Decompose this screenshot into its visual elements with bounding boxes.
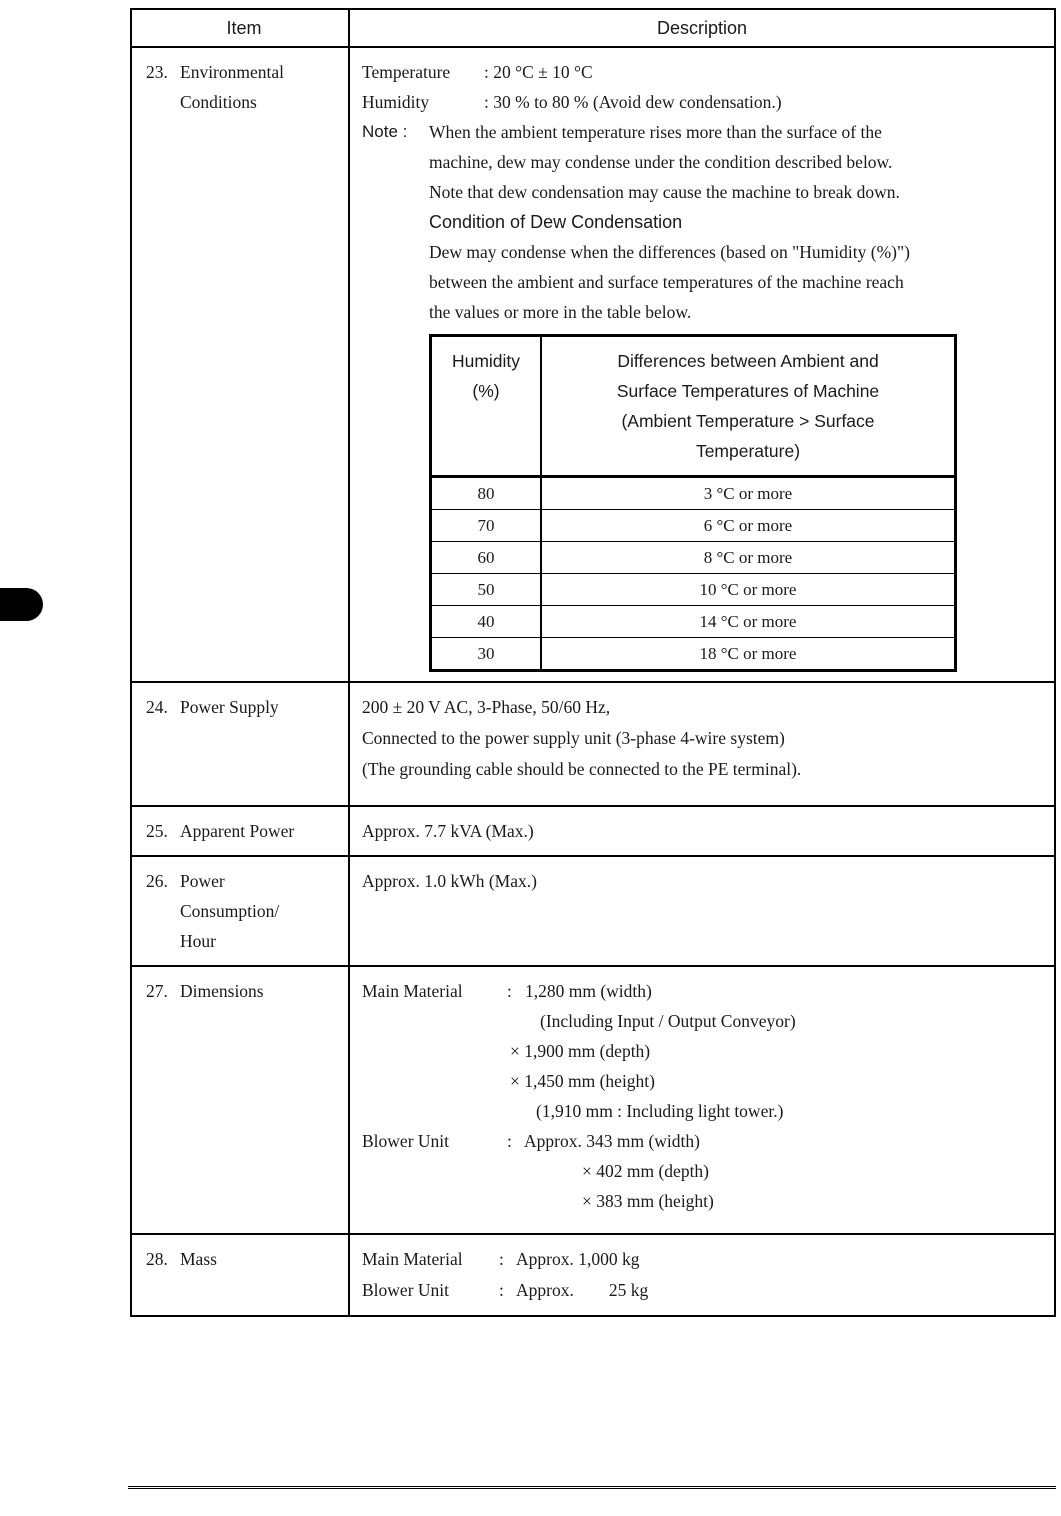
item-entry [146,816,342,846]
item-column-header: Item [132,10,350,46]
main-material-mass [362,1244,1042,1275]
humidity-value: 80 [432,478,542,509]
condensation-table-row [432,541,954,573]
differences-header-line: Surface Temperatures of Machine [616,381,880,401]
apparent-power-value: Approx. 7.7 kVA (Max.) [362,821,534,841]
item-cell-25 [132,807,350,855]
difference-value: 18 °C or more [699,644,797,663]
difference-value: 10 °C or more [699,580,797,599]
temperature-spec [362,57,1042,87]
humidity-spec [362,87,1042,117]
blower-unit-label: Blower Unit [362,1280,450,1300]
item-label-line: Power Supply [180,697,279,717]
item-entry [146,976,342,1006]
item-number: 27. [146,981,168,1001]
blower-unit-mass [362,1275,1042,1306]
item-label-line: Apparent Power [180,821,295,841]
item-label-line: Consumption/ [180,901,280,921]
description-column-header: Description [656,18,748,38]
temperature-label: Temperature [362,62,451,82]
main-material-depth: × 1,900 mm (depth) [510,1041,651,1061]
blower-unit-height: × 383 mm (height) [582,1191,714,1211]
row-mass [132,1233,1054,1315]
main-material-dimensions [362,976,1042,1006]
humidity-value: 50 [432,574,542,605]
item-entry [146,1244,342,1274]
differences-header-line: Differences between Ambient and [617,351,879,371]
item-label-line: Environmental [180,62,285,82]
condensation-table-header [432,337,954,478]
dimension-note: (Including Input / Output Conveyor) [540,1011,796,1031]
item-label-line: Dimensions [180,981,264,1001]
item-label-line: Power [180,871,225,891]
condensation-table-row [432,478,954,509]
condensation-intro-line: the values or more in the table below. [429,302,692,322]
light-tower-note: (1,910 mm : Including light tower.) [536,1101,784,1121]
humidity-header-line: (%) [472,381,500,401]
difference-value: 3 °C or more [703,484,793,503]
condensation-intro-line: between the ambient and surface temperatures of the machine reach [429,272,904,292]
main-material-mass-value: : Approx. 1,000 kg [499,1249,640,1269]
item-cell-24 [132,683,350,805]
condensation-intro [429,237,1042,327]
item-label [180,976,264,1006]
description-cell-24 [350,683,1054,805]
table-header-row [132,10,1054,46]
main-material-label: Main Material [362,1249,463,1269]
row-power-supply [132,681,1054,805]
humidity-column-header [432,337,542,475]
item-number: 28. [146,1249,168,1269]
note-text-line: When the ambient temperature rises more than the surface of the [429,122,882,142]
item-label-line: Conditions [180,92,257,112]
description-cell-26 [350,857,1054,965]
item-label-line: Mass [180,1249,217,1269]
power-supply-line: 200 ± 20 V AC, 3-Phase, 50/60 Hz, [362,697,611,717]
item-entry [146,57,342,117]
item-number: 25. [146,821,168,841]
humidity-value: 60 [432,542,542,573]
footer-rule [128,1486,1056,1489]
item-label [180,1244,217,1274]
specifications-table [130,8,1056,1317]
blower-unit-label: Blower Unit [362,1131,450,1151]
condensation-table-row [432,605,954,637]
power-supply-line: (The grounding cable should be connected to the PE terminal). [362,759,802,779]
main-material-label: Main Material [362,981,463,1001]
item-cell-26 [132,857,350,965]
note-text-line: machine, dew may condense under the condition described below. [429,152,893,172]
power-supply-line: Connected to the power supply unit (3-phase 4-wire system) [362,728,785,748]
description-cell-27 [350,967,1054,1233]
item-cell-23 [132,48,350,681]
differences-column-header [542,337,954,475]
item-label [180,816,294,846]
item-label [180,692,279,722]
humidity-header-line: Humidity [451,351,521,371]
difference-value: 14 °C or more [699,612,797,631]
item-entry [146,692,342,722]
note-label: Note : [362,122,408,141]
blower-unit-depth: × 402 mm (depth) [582,1161,710,1181]
description-cell-28 [350,1235,1054,1315]
item-number: 23. [146,62,168,82]
item-label [180,866,279,956]
description-cell-23 [350,48,1054,681]
temperature-value: : 20 °C ± 10 °C [484,62,593,82]
condensation-table-row [432,509,954,541]
item-number: 24. [146,697,168,717]
item-cell-27 [132,967,350,1233]
blower-unit-mass-value: : Approx. 25 kg [499,1280,649,1300]
humidity-label: Humidity [362,92,430,112]
item-cell-28 [132,1235,350,1315]
item-label-line: Hour [180,931,216,951]
item-number: 26. [146,871,168,891]
difference-value: 6 °C or more [703,516,793,535]
item-entry [146,866,342,956]
condensation-table-row [432,637,954,669]
condensation-intro-line: Dew may condense when the differences (based on "Humidity (%)") [429,242,910,262]
differences-header-line: Temperature) [695,441,801,461]
row-environmental-conditions [132,46,1054,681]
thumb-index-tab [0,588,43,621]
power-consumption-value: Approx. 1.0 kWh (Max.) [362,871,537,891]
humidity-value: 30 [432,638,542,669]
note-block [362,117,1042,207]
note-text [429,117,900,207]
condensation-table [429,334,957,672]
condensation-section [429,207,1042,327]
humidity-value: : 30 % to 80 % (Avoid dew condensation.) [484,92,782,112]
row-apparent-power [132,805,1054,855]
blower-unit-width: : Approx. 343 mm (width) [507,1131,700,1151]
blower-unit-dimensions [362,1126,1042,1156]
note-text-line: Note that dew condensation may cause the machine to break down. [429,182,900,202]
condensation-table-row [432,573,954,605]
difference-value: 8 °C or more [703,548,793,567]
differences-header-line: (Ambient Temperature > Surface [621,411,875,431]
row-dimensions [132,965,1054,1233]
item-label [180,57,284,117]
row-power-consumption [132,855,1054,965]
condensation-heading: Condition of Dew Condensation [429,212,683,232]
main-material-width: : 1,280 mm (width) [507,981,652,1001]
main-material-height: × 1,450 mm (height) [510,1071,655,1091]
humidity-value: 70 [432,510,542,541]
humidity-value: 40 [432,606,542,637]
description-cell-25 [350,807,1054,855]
